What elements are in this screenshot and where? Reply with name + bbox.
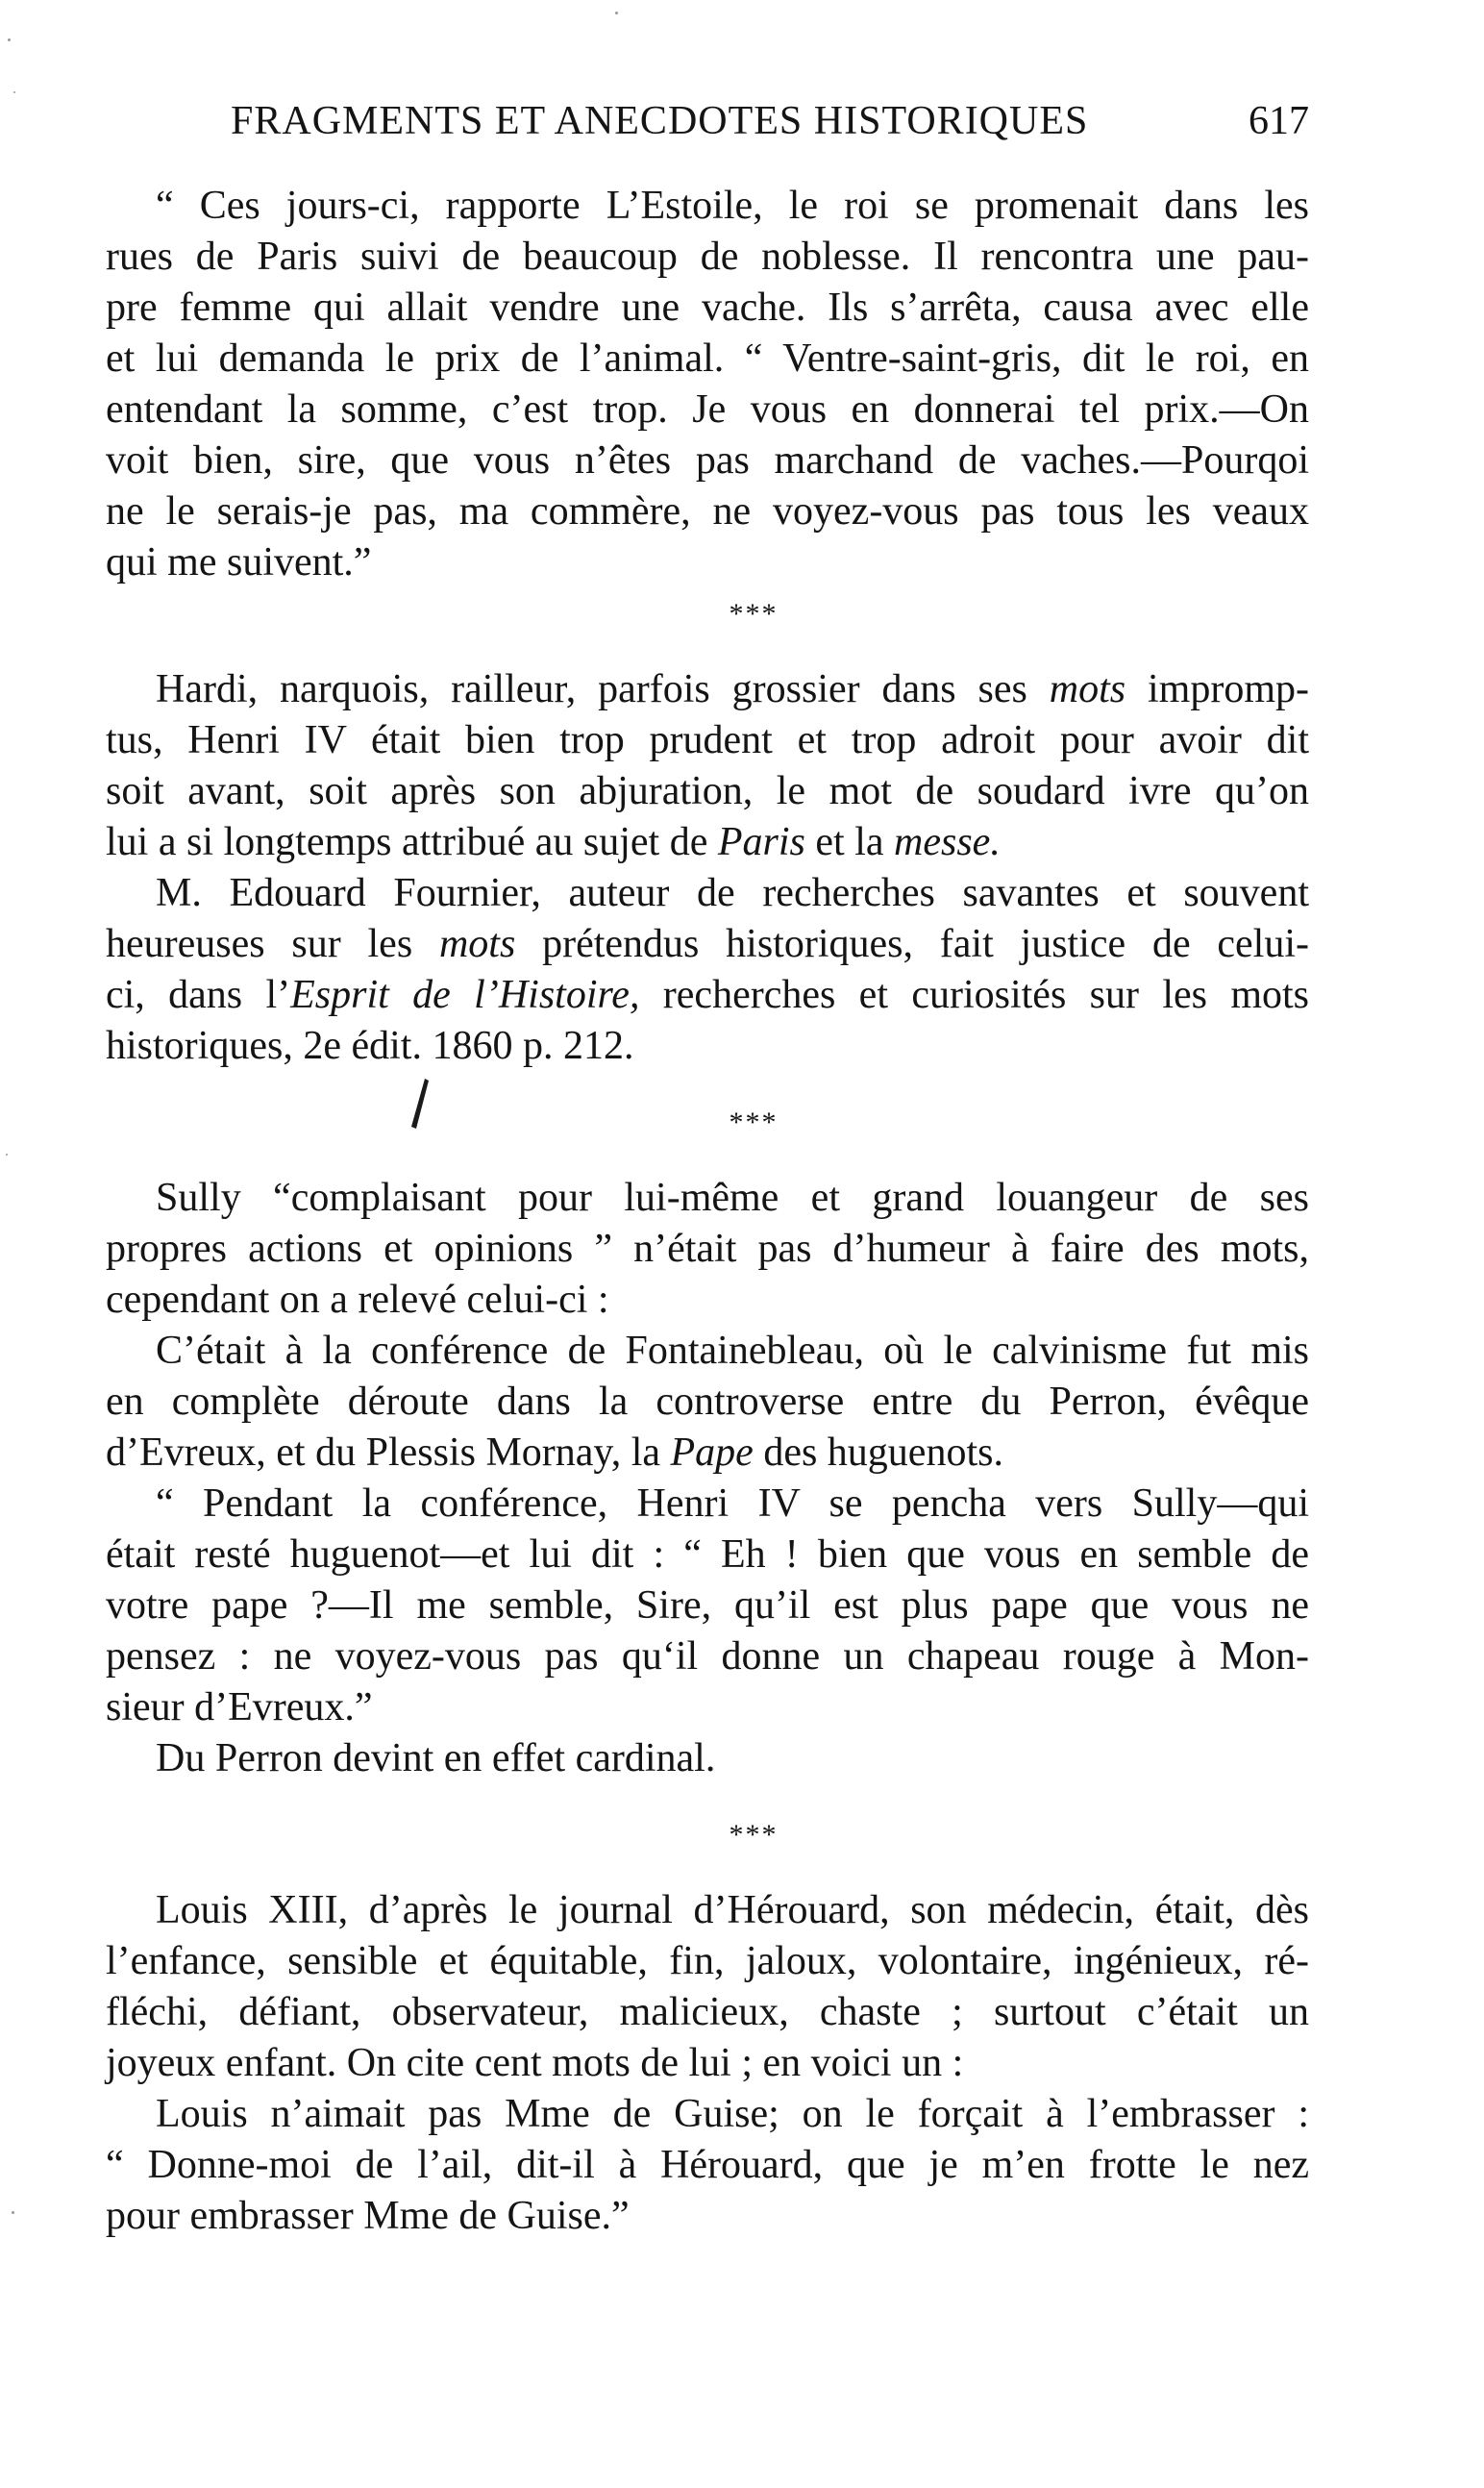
text-line: tus, Henri IV était bien trop prudent et trop adroit pour avoir dit [106,718,1309,762]
emphasis: Paris [717,820,805,864]
text-line: lui a si longtemps attribué au sujet de Paris et la messe. [106,820,1001,864]
text-line: “ Pendant la conférence, Henri IV se pencha vers Sully—qui [156,1481,1309,1526]
section-separator: *** [729,598,779,630]
text-line: Hardi, narquois, railleur, parfois grossier dans ses mots impromp- [156,667,1309,711]
text-line: Louis n’aimait pas Mme de Guise; on le forçait à l’embrasser : [156,2092,1309,2136]
text-line: soit avant, soit après son abjuration, le mot de soudard ivre qu’on [106,769,1309,813]
text-line: cependant on a relevé celui-ci : [106,1278,609,1322]
section-separator: *** [729,1819,779,1851]
text-line: ci, dans l’Esprit de l’Histoire, recherches et curiosités sur les mots [106,973,1310,1017]
text-line: et lui demanda le prix de l’animal. “ Ventre-saint-gris, dit le roi, en [106,336,1309,381]
section-separator: *** [729,1107,779,1138]
text-line: Sully “complaisant pour lui-même et grand louangeur de ses [156,1176,1309,1220]
emphasis: mots [1049,667,1126,711]
text-line: en complète déroute dans la controverse entre du Perron, évêque [106,1380,1309,1424]
text-line: “ Donne-moi de l’ail, dit-il à Hérouard, que je m’en frotte le nez [106,2143,1309,2187]
emphasis: Pape [670,1431,754,1475]
running-title: FRAGMENTS ET ANECDOTES HISTORIQUES [231,99,1089,143]
text-line: C’était à la conférence de Fontainebleau, où le calvinisme fut mis [156,1329,1309,1373]
text-line: entendant la somme, c’est trop. Je vous en donnerai tel prix.—On [106,387,1309,432]
text-line: votre pape ?—Il me semble, Sire, qu’il est plus pape que vous ne [106,1583,1309,1628]
text-line: “ Ces jours-ci, rapporte L’Estoile, le roi se promenait dans les [156,184,1309,228]
text-line: était resté huguenot—et lui dit : “ Eh ! bien que vous en semble de [106,1532,1309,1577]
text-line: rues de Paris suivi de beaucoup de noblesse. Il rencontra une pau- [106,235,1309,279]
text-line: fléchi, défiant, observateur, malicieux, chaste ; surtout c’était un [106,1990,1309,2034]
text-line: Du Perron devint en effet cardinal. [156,1736,716,1780]
text-line: propres actions et opinions ” n’était pas d’humeur à faire des mots, [106,1227,1309,1271]
text-line: pour embrasser Mme de Guise.” [106,2194,630,2238]
text-line: sieur d’Evreux.” [106,1685,373,1729]
text-line: M. Edouard Fournier, auteur de recherches savantes et souvent [156,871,1309,915]
text-line: historiques, 2e édit. 1860 p. 212. [106,1024,634,1068]
text-line: pre femme qui allait vendre une vache. Ils s’arrêta, causa avec elle [106,286,1309,330]
emphasis: messe. [894,820,1001,864]
text-line: joyeux enfant. On cite cent mots de lui ; en voici un : [106,2041,964,2085]
running-header [106,98,1309,156]
text-line: l’enfance, sensible et équitable, fin, jaloux, volontaire, ingénieux, ré- [106,1939,1309,1983]
text-line: d’Evreux, et du Plessis Mornay, la Pape des huguenots. [106,1431,1003,1475]
text-line: heureuses sur les mots prétendus historiques, fait justice de celui- [106,922,1309,966]
text-line: ne le serais-je pas, ma commère, ne voyez-vous pas tous les veaux [106,489,1309,534]
body-text [106,181,1309,2242]
text-line: pensez : ne voyez-vous pas qu‘il donne un chapeau rouge à Mon- [106,1634,1309,1679]
page-number: 617 [1249,99,1309,143]
emphasis: Esprit de l’Histoire, [290,973,640,1017]
text-line: qui me suivent.” [106,540,372,585]
text-line: voit bien, sire, que vous n’êtes pas marchand de vaches.—Pourqoi [106,438,1309,483]
text-line: Louis XIII, d’après le journal d’Hérouard, son médecin, était, dès [156,1888,1309,1932]
emphasis: mots [438,922,516,966]
